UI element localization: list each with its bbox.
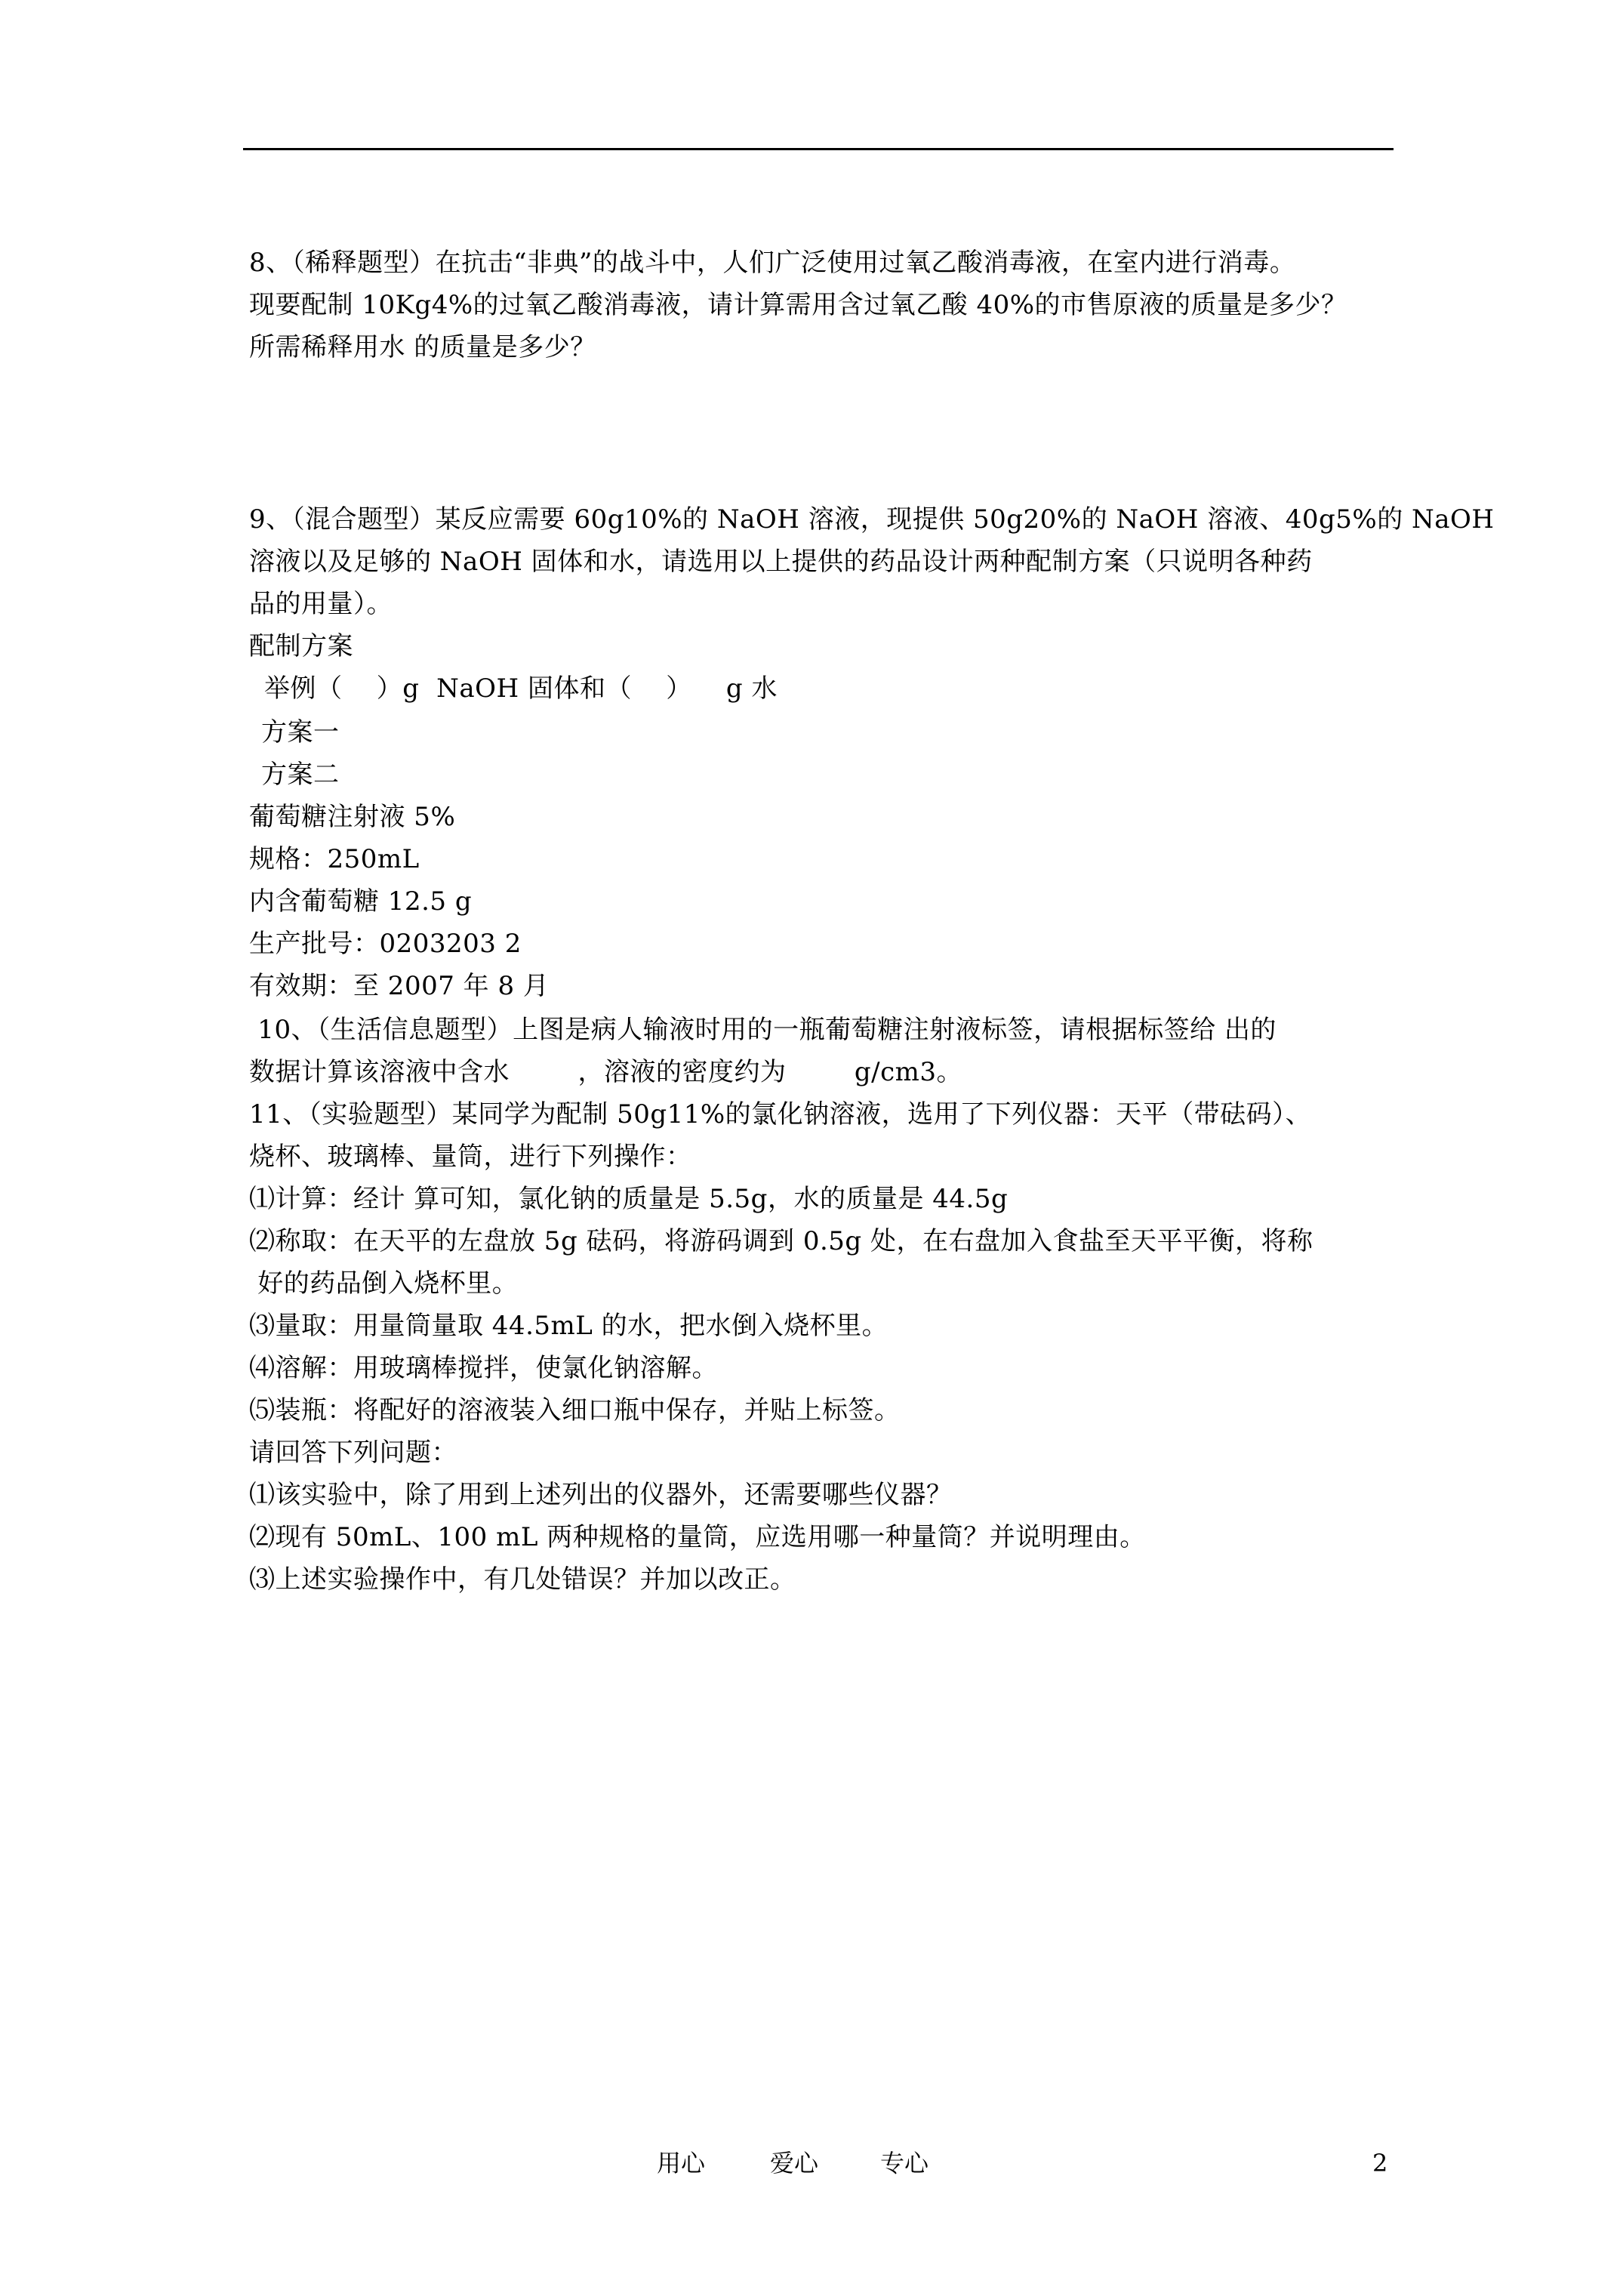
q11-question-2: ⑵现有 50mL、100 mL 两种规格的量筒，应选用哪一种量筒？并说明理由。 — [249, 1522, 1146, 1552]
label-expiry: 有效期：至 2007 年 8 月 — [249, 971, 550, 1001]
q11-prompt: 请回答下列问题： — [249, 1438, 457, 1468]
q11-line-1: 11、（实验题型）某同学为配制 50g11%的氯化钠溶液，选用了下列仪器：天平（带砝码）、 — [249, 1099, 1312, 1130]
header-rule — [243, 148, 1394, 150]
q11-step-5: ⑸装瓶：将配好的溶液装入细口瓶中保存，并贴上标签。 — [249, 1395, 901, 1425]
q11-step-2: ⑵称取：在天平的左盘放 5g 砝码，将游码调到 0.5g 处，在右盘加入食盐至天平平衡，将称 — [249, 1226, 1313, 1256]
q10-line-1: 10、（生活信息题型）上图是病人输液时用的一瓶葡萄糖注射液标签，请根据标签给 出的 — [249, 1015, 1277, 1045]
page-number: 2 — [1372, 2149, 1388, 2177]
label-content: 内含葡萄糖 12.5 g — [249, 886, 473, 917]
label-spec: 规格：250mL — [249, 844, 420, 874]
q11-question-3: ⑶上述实验操作中，有几处错误？并加以改正。 — [249, 1564, 796, 1595]
q9-line-1: 9、（混合题型）某反应需要 60g10%的 NaOH 溶液，现提供 50g20%的 NaOH 溶液、40g5%的 NaOH — [249, 504, 1495, 535]
plan-table-header: 配制方案 — [249, 631, 353, 661]
q11-step-1: ⑴计算：经计 算可知，氯化钠的质量是 5.5g，水的质量是 44.5g — [249, 1184, 1009, 1214]
footer-motto-1: 用心 — [657, 2149, 706, 2177]
q11-step-3: ⑶量取：用量筒量取 44.5mL 的水，把水倒入烧杯里。 — [249, 1311, 888, 1341]
q11-line-2: 烧杯、玻璃棒、量筒，进行下列操作： — [249, 1142, 692, 1172]
plan-one-row: 方案一 — [261, 717, 340, 747]
plan-example-row: 举例（ ）g NaOH 固体和（ ） g 水 — [264, 673, 778, 704]
q9-line-3: 品的用量）。 — [249, 589, 393, 619]
label-batch: 生产批号：0203203 2 — [249, 929, 522, 959]
q11-step-4: ⑷溶解：用玻璃棒搅拌，使氯化钠溶解。 — [249, 1353, 718, 1383]
q8-line-3: 所需稀释用水 的质量是多少？ — [249, 332, 596, 362]
q8-line-2: 现要配制 10Kg4%的过氧乙酸消毒液，请计算需用含过氧乙酸 40%的市售原液的质量是多少？ — [249, 290, 1347, 320]
footer-motto-2: 爱心 — [770, 2149, 819, 2177]
label-product-name: 葡萄糖注射液 5% — [249, 802, 456, 832]
q9-line-2: 溶液以及足够的 NaOH 固体和水，请选用以上提供的药品设计两种配制方案（只说明各种药 — [249, 547, 1313, 577]
q8-line-1: 8、（稀释题型）在抗击“非典”的战斗中，人们广泛使用过氧乙酸消毒液，在室内进行消毒。 — [249, 248, 1296, 278]
q11-step-2-cont: 好的药品倒入烧杯里。 — [249, 1268, 519, 1299]
q10-line-2: 数据计算该溶液中含水 ，溶液的密度约为 g/cm3。 — [249, 1057, 963, 1087]
plan-two-row: 方案二 — [261, 760, 340, 790]
footer-motto-3: 专心 — [880, 2149, 929, 2177]
q11-question-1: ⑴该实验中，除了用到上述列出的仪器外，还需要哪些仪器？ — [249, 1480, 953, 1510]
